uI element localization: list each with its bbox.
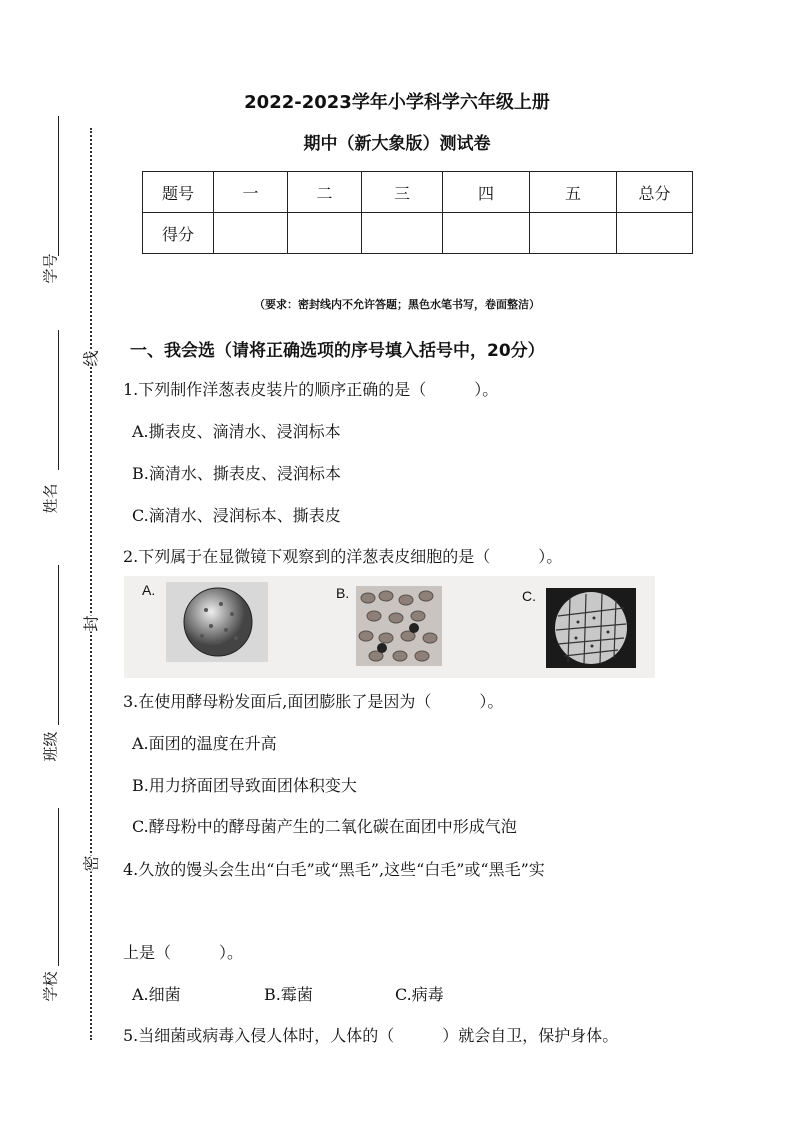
class-label: 班级 (41, 731, 60, 762)
score-header-cell: 题号 (143, 172, 214, 213)
question-4-option-c: C.病毒 (395, 985, 444, 1004)
microscope-image-strip (124, 576, 655, 678)
score-blank-cell[interactable] (617, 213, 693, 254)
score-blank-cell[interactable] (288, 213, 362, 254)
section-heading: 一、我会选（请将正确选项的序号填入括号中，20分） (130, 341, 545, 361)
question-4-stem-continued: 上是（ ）。 (123, 943, 244, 962)
seal-char-seal: 封 (77, 615, 104, 631)
student-id-label: 学号 (41, 253, 60, 284)
seal-char-secret: 密 (77, 855, 104, 871)
seal-char-line: 线 (77, 350, 104, 366)
score-blank-cell[interactable] (530, 213, 617, 254)
seal-dotted-line (90, 128, 92, 1040)
score-header-cell: 四 (443, 172, 530, 213)
pollen-grain-image (166, 582, 268, 662)
score-header-cell: 三 (362, 172, 443, 213)
blood-cells-image (356, 586, 442, 666)
score-row-label: 得分 (143, 213, 214, 254)
image-c-label: C. (522, 588, 536, 604)
score-header-cell: 二 (288, 172, 362, 213)
name-label: 姓名 (41, 483, 60, 514)
question-2-stem: 2.下列属于在显微镜下观察到的洋葱表皮细胞的是（ ）。 (123, 547, 563, 566)
binding-line-3 (58, 565, 59, 725)
question-4-option-b: B.霉菌 (264, 985, 313, 1004)
score-blank-cell[interactable] (362, 213, 443, 254)
image-a-label: A. (142, 582, 156, 598)
question-1-stem: 1.下列制作洋葱表皮装片的顺序正确的是（ ）。 (123, 380, 499, 399)
score-header-cell: 五 (530, 172, 617, 213)
question-4-option-a: A.细菌 (132, 985, 181, 1004)
binding-line-2 (58, 330, 59, 470)
question-1-option-b: B.滴清水、撕表皮、浸润标本 (132, 464, 341, 483)
score-header-cell: 总分 (617, 172, 693, 213)
question-3-option-a: A.面团的温度在升高 (132, 734, 277, 753)
score-blank-cell[interactable] (443, 213, 530, 254)
question-3-option-b: B.用力挤面团导致面团体积变大 (132, 776, 357, 795)
question-4-stem: 4.久放的馒头会生出“白毛”或“黑毛”,这些“白毛”或“黑毛”实 (123, 860, 545, 879)
question-5-stem: 5.当细菌或病毒入侵人体时，人体的（ ）就会自卫，保护身体。 (123, 1026, 619, 1045)
question-3-stem: 3.在使用酵母粉发面后,面团膨胀了是因为（ ）。 (123, 692, 504, 711)
binding-line-4 (58, 808, 59, 966)
image-b-label: B. (336, 585, 350, 601)
page-title: 2022-2023学年小学科学六年级上册 (244, 92, 550, 113)
requirement-note: （要求：密封线内不允许答题；黑色水笔书写，卷面整洁） (254, 298, 540, 311)
onion-epidermis-image (546, 588, 636, 668)
question-1-option-c: C.滴清水、浸润标本、撕表皮 (132, 506, 341, 525)
question-1-option-a: A.撕表皮、滴清水、浸润标本 (132, 422, 341, 441)
school-label: 学校 (41, 971, 60, 1002)
score-table (142, 171, 693, 254)
question-3-option-c: C.酵母粉中的酵母菌产生的二氧化碳在面团中形成气泡 (132, 817, 517, 836)
page-subtitle: 期中（新大象版）测试卷 (303, 134, 491, 154)
score-header-cell: 一 (214, 172, 288, 213)
score-blank-cell[interactable] (214, 213, 288, 254)
